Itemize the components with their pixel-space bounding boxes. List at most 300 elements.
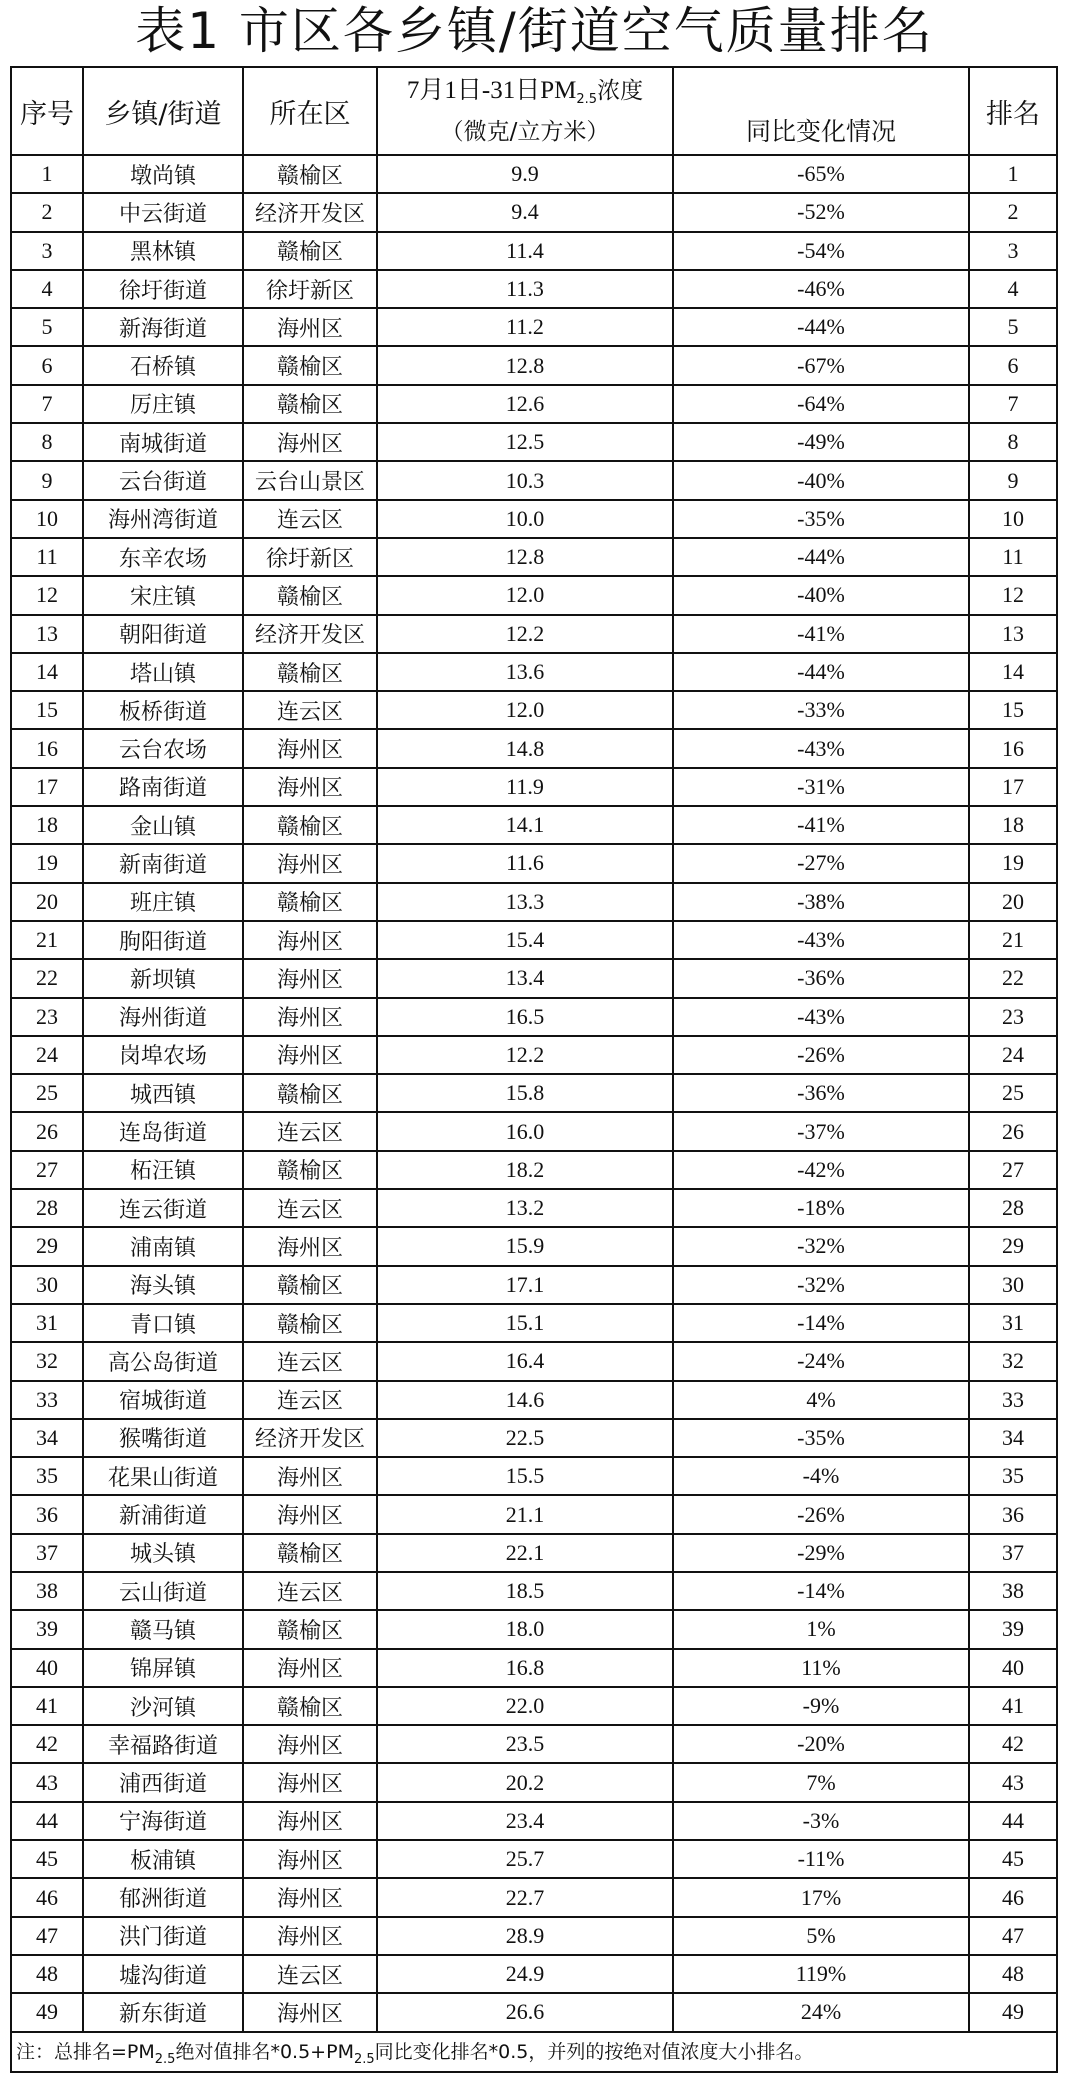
cell-district: 连云区 [243,1342,377,1380]
cell-index: 43 [11,1763,83,1801]
cell-rank: 43 [969,1763,1057,1801]
cell-town: 青口镇 [83,1304,243,1342]
cell-town: 宋庄镇 [83,576,243,614]
cell-rank: 28 [969,1189,1057,1227]
table-body [11,155,1057,2032]
table-row [11,768,1057,806]
cell-pm25: 22.0 [377,1687,673,1725]
cell-index: 37 [11,1534,83,1572]
table-row [11,385,1057,423]
cell-change: 11% [673,1649,969,1687]
cell-change: -38% [673,883,969,921]
cell-town: 城西镇 [83,1074,243,1112]
table-row [11,500,1057,538]
table-row [11,155,1057,193]
cell-town: 郁洲街道 [83,1878,243,1916]
header-pm25-suffix: 浓度 [597,77,644,104]
cell-change: -43% [673,998,969,1036]
cell-rank: 13 [969,615,1057,653]
cell-pm25: 14.6 [377,1381,673,1419]
cell-pm25: 15.5 [377,1457,673,1495]
cell-pm25: 16.5 [377,998,673,1036]
cell-rank: 16 [969,729,1057,767]
cell-index: 13 [11,615,83,653]
cell-town: 连岛街道 [83,1112,243,1150]
header-row [11,67,1057,155]
cell-town: 路南街道 [83,768,243,806]
cell-rank: 44 [969,1802,1057,1840]
cell-rank: 23 [969,998,1057,1036]
cell-index: 41 [11,1687,83,1725]
cell-district: 海州区 [243,998,377,1036]
cell-pm25: 21.1 [377,1495,673,1533]
cell-index: 4 [11,270,83,308]
cell-town: 宿城街道 [83,1381,243,1419]
cell-pm25: 9.9 [377,155,673,193]
cell-pm25: 25.7 [377,1840,673,1878]
table-row [11,232,1057,270]
cell-change: -26% [673,1495,969,1533]
cell-rank: 29 [969,1227,1057,1265]
cell-index: 19 [11,844,83,882]
cell-town: 海头镇 [83,1266,243,1304]
cell-district: 海州区 [243,1763,377,1801]
cell-change: 1% [673,1610,969,1648]
cell-index: 46 [11,1878,83,1916]
cell-pm25: 15.4 [377,921,673,959]
cell-pm25: 15.8 [377,1074,673,1112]
cell-district: 海州区 [243,1917,377,1955]
table-row [11,423,1057,461]
cell-district: 赣榆区 [243,1687,377,1725]
cell-town: 浦西街道 [83,1763,243,1801]
cell-index: 40 [11,1649,83,1687]
table-row [11,1381,1057,1419]
cell-index: 27 [11,1151,83,1189]
cell-district: 连云区 [243,1381,377,1419]
cell-town: 班庄镇 [83,883,243,921]
cell-index: 28 [11,1189,83,1227]
cell-district: 赣榆区 [243,346,377,384]
table-row [11,1955,1057,1993]
cell-town: 高公岛街道 [83,1342,243,1380]
cell-district: 赣榆区 [243,653,377,691]
cell-district: 海州区 [243,1878,377,1916]
cell-index: 20 [11,883,83,921]
cell-change: -37% [673,1112,969,1150]
cell-change: -31% [673,768,969,806]
cell-pm25: 10.3 [377,461,673,499]
cell-index: 16 [11,729,83,767]
cell-pm25: 20.2 [377,1763,673,1801]
cell-district: 赣榆区 [243,1074,377,1112]
cell-town: 塔山镇 [83,653,243,691]
table-row [11,346,1057,384]
cell-change: 4% [673,1381,969,1419]
cell-rank: 11 [969,538,1057,576]
cell-change: 119% [673,1955,969,1993]
cell-index: 18 [11,806,83,844]
cell-town: 云台农场 [83,729,243,767]
cell-town: 云台街道 [83,461,243,499]
cell-town: 海州街道 [83,998,243,1036]
table-row [11,653,1057,691]
cell-pm25: 13.4 [377,959,673,997]
cell-district: 赣榆区 [243,1151,377,1189]
cell-pm25: 9.4 [377,193,673,231]
table-row [11,538,1057,576]
cell-index: 38 [11,1572,83,1610]
cell-pm25: 13.2 [377,1189,673,1227]
cell-town: 城头镇 [83,1534,243,1572]
cell-index: 11 [11,538,83,576]
cell-pm25: 12.2 [377,1036,673,1074]
table-row [11,1840,1057,1878]
cell-change: -18% [673,1189,969,1227]
cell-change: -43% [673,921,969,959]
cell-index: 36 [11,1495,83,1533]
table-row [11,1802,1057,1840]
cell-rank: 27 [969,1151,1057,1189]
cell-index: 29 [11,1227,83,1265]
cell-district: 连云区 [243,1112,377,1150]
cell-change: -52% [673,193,969,231]
cell-town: 柘汪镇 [83,1151,243,1189]
cell-rank: 40 [969,1649,1057,1687]
cell-town: 南城街道 [83,423,243,461]
table-row [11,691,1057,729]
cell-index: 10 [11,500,83,538]
table-row [11,1687,1057,1725]
cell-town: 徐圩街道 [83,270,243,308]
cell-change: -27% [673,844,969,882]
table-row [11,461,1057,499]
cell-town: 朝阳街道 [83,615,243,653]
cell-district: 海州区 [243,1036,377,1074]
cell-index: 39 [11,1610,83,1648]
table-row [11,1036,1057,1074]
cell-district: 赣榆区 [243,1304,377,1342]
table-row [11,308,1057,346]
cell-town: 新海街道 [83,308,243,346]
cell-change: -20% [673,1725,969,1763]
cell-district: 赣榆区 [243,806,377,844]
header-pm25-unit: （微克/立方米） [440,118,610,145]
cell-town: 浦南镇 [83,1227,243,1265]
cell-rank: 1 [969,155,1057,193]
table-row [11,1457,1057,1495]
cell-rank: 48 [969,1955,1057,1993]
table-row [11,193,1057,231]
cell-rank: 22 [969,959,1057,997]
cell-index: 21 [11,921,83,959]
cell-pm25: 12.5 [377,423,673,461]
cell-change: -32% [673,1227,969,1265]
cell-pm25: 18.5 [377,1572,673,1610]
cell-index: 15 [11,691,83,729]
cell-index: 34 [11,1419,83,1457]
cell-index: 45 [11,1840,83,1878]
cell-town: 墩尚镇 [83,155,243,193]
cell-index: 26 [11,1112,83,1150]
table-row [11,1266,1057,1304]
cell-pm25: 11.6 [377,844,673,882]
table-row [11,1917,1057,1955]
cell-district: 赣榆区 [243,385,377,423]
cell-index: 47 [11,1917,83,1955]
table-row [11,921,1057,959]
footnote-part-3: 同比变化排名*0.5，并列的按绝对值浓度大小排名。 [374,2040,814,2063]
cell-rank: 33 [969,1381,1057,1419]
table-row [11,1572,1057,1610]
cell-district: 徐圩新区 [243,538,377,576]
table-title: 表1 市区各乡镇/街道空气质量排名 [135,2,934,60]
cell-change: -64% [673,385,969,423]
cell-rank: 49 [969,1993,1057,2031]
cell-district: 海州区 [243,1227,377,1265]
cell-district: 海州区 [243,1649,377,1687]
cell-index: 6 [11,346,83,384]
cell-rank: 20 [969,883,1057,921]
cell-town: 石桥镇 [83,346,243,384]
cell-change: -36% [673,959,969,997]
cell-rank: 38 [969,1572,1057,1610]
cell-district: 连云区 [243,1572,377,1610]
header-rank: 排名 [969,67,1057,155]
table-row [11,806,1057,844]
cell-district: 赣榆区 [243,232,377,270]
cell-index: 14 [11,653,83,691]
cell-pm25: 12.0 [377,576,673,614]
cell-district: 海州区 [243,1840,377,1878]
cell-change: -49% [673,423,969,461]
cell-district: 海州区 [243,768,377,806]
table-row [11,1993,1057,2031]
cell-pm25: 16.8 [377,1649,673,1687]
cell-pm25: 11.2 [377,308,673,346]
table-row [11,1227,1057,1265]
table-row [11,1112,1057,1150]
cell-rank: 31 [969,1304,1057,1342]
cell-change: -35% [673,500,969,538]
cell-pm25: 12.6 [377,385,673,423]
cell-town: 金山镇 [83,806,243,844]
cell-rank: 37 [969,1534,1057,1572]
cell-index: 5 [11,308,83,346]
cell-change: -32% [673,1266,969,1304]
cell-index: 23 [11,998,83,1036]
cell-index: 1 [11,155,83,193]
cell-index: 33 [11,1381,83,1419]
cell-district: 海州区 [243,844,377,882]
cell-change: -29% [673,1534,969,1572]
cell-pm25: 18.0 [377,1610,673,1648]
cell-town: 锦屏镇 [83,1649,243,1687]
table-row [11,270,1057,308]
cell-index: 42 [11,1725,83,1763]
cell-district: 连云区 [243,500,377,538]
cell-town: 宁海街道 [83,1802,243,1840]
cell-change: -67% [673,346,969,384]
cell-town: 厉庄镇 [83,385,243,423]
cell-index: 48 [11,1955,83,1993]
cell-change: 24% [673,1993,969,2031]
cell-index: 32 [11,1342,83,1380]
cell-change: -65% [673,155,969,193]
cell-district: 连云区 [243,691,377,729]
cell-rank: 46 [969,1878,1057,1916]
cell-rank: 47 [969,1917,1057,1955]
cell-town: 沙河镇 [83,1687,243,1725]
cell-rank: 25 [969,1074,1057,1112]
table-row [11,576,1057,614]
cell-change: -54% [673,232,969,270]
cell-index: 30 [11,1266,83,1304]
cell-pm25: 18.2 [377,1151,673,1189]
cell-pm25: 12.0 [377,691,673,729]
cell-rank: 3 [969,232,1057,270]
cell-change: -26% [673,1036,969,1074]
footnote-part-1: 注：总排名=PM [16,2040,155,2063]
cell-district: 海州区 [243,1495,377,1533]
cell-rank: 2 [969,193,1057,231]
cell-town: 新浦街道 [83,1495,243,1533]
header-pm25-prefix: 7月1日-31日PM [406,76,577,104]
cell-district: 海州区 [243,921,377,959]
cell-change: 7% [673,1763,969,1801]
cell-rank: 39 [969,1610,1057,1648]
cell-change: -14% [673,1572,969,1610]
cell-town: 墟沟街道 [83,1955,243,1993]
cell-town: 云山街道 [83,1572,243,1610]
cell-index: 31 [11,1304,83,1342]
cell-change: -46% [673,270,969,308]
table-row [11,729,1057,767]
cell-rank: 10 [969,500,1057,538]
cell-pm25: 12.2 [377,615,673,653]
cell-rank: 15 [969,691,1057,729]
footnote-sub-2: 2.5 [353,2051,375,2067]
cell-town: 板桥街道 [83,691,243,729]
cell-pm25: 10.0 [377,500,673,538]
cell-pm25: 16.4 [377,1342,673,1380]
table-row [11,1610,1057,1648]
cell-change: -41% [673,615,969,653]
cell-change: -24% [673,1342,969,1380]
footnote [11,2032,1057,2072]
table-row [11,1419,1057,1457]
cell-change: -35% [673,1419,969,1457]
cell-town: 猴嘴街道 [83,1419,243,1457]
header-pm25 [377,67,673,155]
table-row [11,1878,1057,1916]
cell-change: -14% [673,1304,969,1342]
cell-change: -41% [673,806,969,844]
cell-district: 经济开发区 [243,1419,377,1457]
table-row [11,959,1057,997]
cell-change: -9% [673,1687,969,1725]
cell-town: 洪门街道 [83,1917,243,1955]
cell-pm25: 13.6 [377,653,673,691]
cell-town: 新东街道 [83,1993,243,2031]
cell-pm25: 22.7 [377,1878,673,1916]
table-row [11,883,1057,921]
cell-district: 海州区 [243,1457,377,1495]
cell-index: 25 [11,1074,83,1112]
cell-change: -42% [673,1151,969,1189]
cell-index: 3 [11,232,83,270]
cell-district: 赣榆区 [243,883,377,921]
cell-pm25: 16.0 [377,1112,673,1150]
cell-change: 5% [673,1917,969,1955]
cell-change: 17% [673,1878,969,1916]
cell-district: 赣榆区 [243,1266,377,1304]
cell-rank: 42 [969,1725,1057,1763]
cell-district: 赣榆区 [243,1534,377,1572]
cell-rank: 18 [969,806,1057,844]
table-row [11,1649,1057,1687]
cell-index: 17 [11,768,83,806]
cell-pm25: 15.1 [377,1304,673,1342]
cell-district: 赣榆区 [243,155,377,193]
header-change: 同比变化情况 [673,67,969,155]
cell-change: -4% [673,1457,969,1495]
cell-index: 49 [11,1993,83,2031]
cell-rank: 21 [969,921,1057,959]
cell-town: 黑林镇 [83,232,243,270]
cell-district: 海州区 [243,1725,377,1763]
cell-town: 新坝镇 [83,959,243,997]
table-row [11,1495,1057,1533]
cell-change: -44% [673,308,969,346]
table-row [11,998,1057,1036]
cell-pm25: 22.5 [377,1419,673,1457]
footnote-sub-1: 2.5 [154,2051,176,2067]
cell-town: 连云街道 [83,1189,243,1227]
cell-index: 8 [11,423,83,461]
footnote-row [11,2032,1057,2072]
cell-district: 连云区 [243,1189,377,1227]
cell-pm25: 26.6 [377,1993,673,2031]
table-row [11,1534,1057,1572]
cell-rank: 17 [969,768,1057,806]
cell-index: 24 [11,1036,83,1074]
cell-pm25: 23.5 [377,1725,673,1763]
cell-district: 云台山景区 [243,461,377,499]
table-row [11,1151,1057,1189]
cell-index: 44 [11,1802,83,1840]
footnote-part-2: 绝对值排名*0.5+PM [175,2040,354,2063]
cell-pm25: 13.3 [377,883,673,921]
table-row [11,1189,1057,1227]
cell-change: -44% [673,653,969,691]
cell-change: -40% [673,576,969,614]
cell-rank: 4 [969,270,1057,308]
cell-index: 2 [11,193,83,231]
cell-district: 海州区 [243,423,377,461]
cell-index: 35 [11,1457,83,1495]
cell-town: 赣马镇 [83,1610,243,1648]
cell-district: 海州区 [243,729,377,767]
table-row [11,1763,1057,1801]
cell-rank: 14 [969,653,1057,691]
header-town: 乡镇/街道 [83,67,243,155]
cell-pm25: 15.9 [377,1227,673,1265]
cell-rank: 19 [969,844,1057,882]
cell-district: 海州区 [243,1802,377,1840]
cell-rank: 26 [969,1112,1057,1150]
cell-rank: 35 [969,1457,1057,1495]
